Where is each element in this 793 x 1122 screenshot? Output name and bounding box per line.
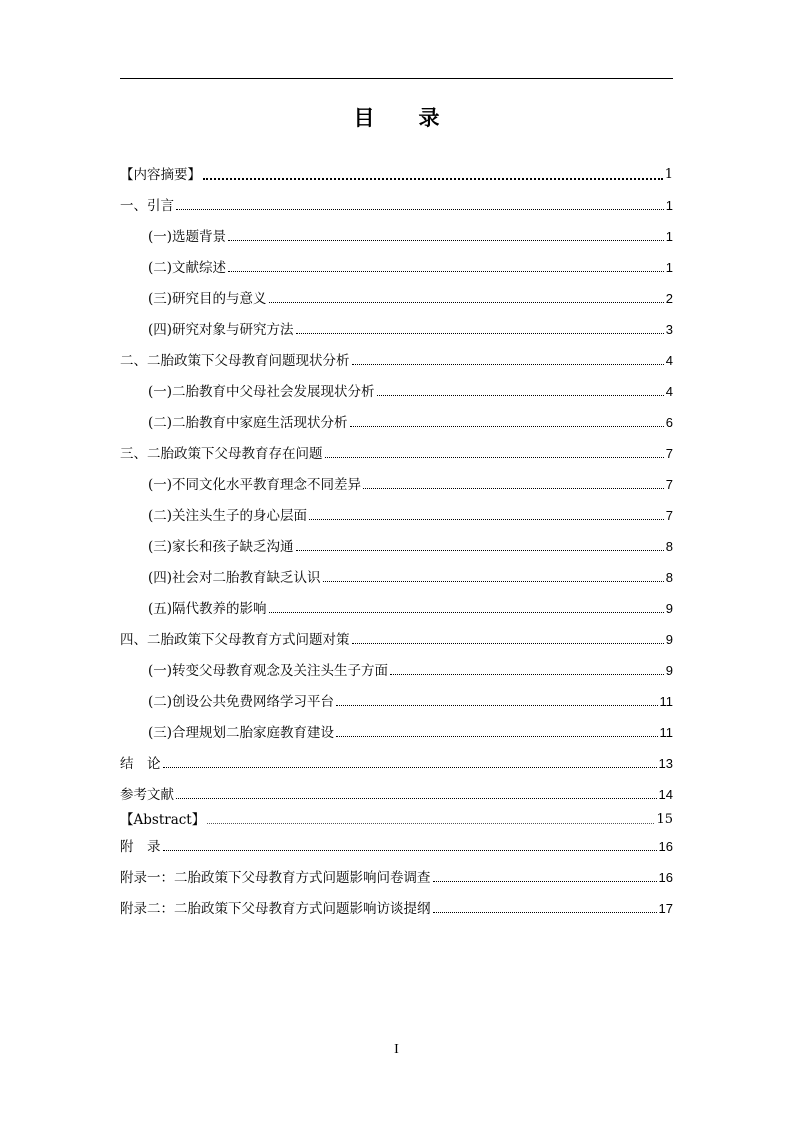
toc-entry-conclusion[interactable]	[120, 749, 673, 773]
toc-label: (一)二胎教育中父母社会发展现状分析	[148, 384, 375, 400]
toc-page: 1	[665, 260, 673, 275]
toc-entry-3[interactable]	[120, 439, 673, 463]
toc-label: (二)二胎教育中家庭生活现状分析	[148, 415, 348, 431]
toc-page: 4	[665, 353, 673, 368]
toc-entry-4-3[interactable]	[148, 718, 673, 742]
toc-leader	[363, 488, 664, 489]
toc-label: 二、二胎政策下父母教育问题现状分析	[120, 353, 350, 369]
toc-label: 附录一：二胎政策下父母教育方式问题影响问卷调查	[120, 870, 431, 886]
toc-label: (三)合理规划二胎家庭教育建设	[148, 725, 335, 741]
toc-label: 三、二胎政策下父母教育存在问题	[120, 446, 323, 462]
toc-entry-3-5[interactable]	[148, 594, 673, 618]
toc-leader	[325, 457, 664, 458]
toc-leader	[163, 767, 657, 768]
toc-label: (一)选题背景	[148, 229, 227, 245]
toc-page: 7	[665, 477, 673, 492]
toc-leader	[203, 178, 663, 180]
toc-page: 9	[665, 632, 673, 647]
toc-label: (三)家长和孩子缺乏沟通	[148, 539, 294, 555]
toc-leader	[377, 395, 664, 396]
toc-leader	[433, 881, 657, 882]
toc-leader	[352, 364, 664, 365]
toc-page: 1	[665, 198, 673, 213]
toc-entry-4-1[interactable]	[148, 656, 673, 680]
toc-page: 7	[665, 508, 673, 523]
toc-page: 8	[665, 539, 673, 554]
toc-entry-abstract-en[interactable]	[120, 805, 673, 829]
toc-leader	[390, 674, 664, 675]
toc-entry-3-3[interactable]	[148, 532, 673, 556]
toc-label: (一)转变父母教育观念及关注头生子方面	[148, 663, 389, 679]
toc-entry-2-1[interactable]	[148, 377, 673, 401]
toc-entry-references[interactable]	[120, 780, 673, 804]
toc-leader	[176, 798, 657, 799]
toc-leader	[269, 612, 664, 613]
toc-leader	[207, 823, 654, 824]
toc-leader	[336, 736, 657, 737]
toc-leader	[309, 519, 664, 520]
toc-label: (二)创设公共免费网络学习平台	[148, 694, 335, 710]
toc-leader	[228, 240, 664, 241]
toc-leader	[296, 550, 664, 551]
toc-leader	[433, 912, 657, 913]
toc-page: 1	[664, 167, 673, 182]
toc-page: 16	[658, 839, 673, 854]
toc-entry-4[interactable]	[120, 625, 673, 649]
toc-leader	[176, 209, 664, 210]
toc-page: 11	[659, 694, 673, 709]
toc-label: 结 论	[120, 756, 161, 772]
page-title: 目录	[353, 106, 484, 130]
toc-entry-3-4[interactable]	[148, 563, 673, 587]
toc-leader	[350, 426, 664, 427]
toc-leader	[296, 333, 664, 334]
toc-label: (四)社会对二胎教育缺乏认识	[148, 570, 321, 586]
toc-page: 13	[658, 756, 673, 771]
toc-page: 8	[665, 570, 673, 585]
toc-page: 2	[665, 291, 673, 306]
toc-label: 参考文献	[120, 787, 174, 803]
toc-label: (二)关注头生子的身心层面	[148, 508, 308, 524]
toc-page: 1	[665, 229, 673, 244]
toc-page: 9	[665, 601, 673, 616]
footer-page-number: I	[394, 1042, 399, 1057]
toc-page: 7	[665, 446, 673, 461]
toc-label: (三)研究目的与意义	[148, 291, 267, 307]
toc-entry-3-1[interactable]	[148, 470, 673, 494]
toc-leader	[352, 643, 664, 644]
toc-entry-appendix-1[interactable]	[120, 863, 673, 887]
toc-label: 附 录	[120, 839, 161, 855]
toc-page: 15	[656, 812, 673, 827]
toc-leader	[269, 302, 664, 303]
toc-entry-2[interactable]	[120, 346, 673, 370]
toc-page: 4	[665, 384, 673, 399]
toc-page: 3	[665, 322, 673, 337]
toc-label: 四、二胎政策下父母教育方式问题对策	[120, 632, 350, 648]
toc-entry-4-2[interactable]	[148, 687, 673, 711]
toc-page: 17	[658, 901, 673, 916]
toc-entry-1-4[interactable]	[148, 315, 673, 339]
toc-label: 【Abstract】	[120, 812, 206, 828]
toc-leader	[323, 581, 664, 582]
toc-entry-1-3[interactable]	[148, 284, 673, 308]
toc-entry-3-2[interactable]	[148, 501, 673, 525]
toc-label: 附录二：二胎政策下父母教育方式问题影响访谈提纲	[120, 901, 431, 917]
toc-page: 6	[665, 415, 673, 430]
toc-page: 11	[659, 725, 673, 740]
toc-leader	[228, 271, 664, 272]
toc-entry-1[interactable]	[120, 191, 673, 215]
toc-label: (二)文献综述	[148, 260, 227, 276]
toc-label: (一)不同文化水平教育理念不同差异	[148, 477, 362, 493]
toc-leader	[336, 705, 657, 706]
toc-entry-abstract-cn[interactable]	[120, 160, 673, 184]
toc-entry-appendix[interactable]	[120, 832, 673, 856]
toc-entry-2-2[interactable]	[148, 408, 673, 432]
toc-entry-appendix-2[interactable]	[120, 894, 673, 918]
toc-leader	[163, 850, 657, 851]
toc-entry-1-1[interactable]	[148, 222, 673, 246]
toc-page: 16	[658, 870, 673, 885]
toc-page: 9	[665, 663, 673, 678]
toc-label: 【内容摘要】	[120, 167, 201, 183]
toc-page: 14	[658, 787, 673, 802]
toc-label: (五)隔代教养的影响	[148, 601, 267, 617]
toc-label: (四)研究对象与研究方法	[148, 322, 294, 338]
header-rule	[120, 78, 673, 79]
toc-label: 一、引言	[120, 198, 174, 214]
toc-entry-1-2[interactable]	[148, 253, 673, 277]
